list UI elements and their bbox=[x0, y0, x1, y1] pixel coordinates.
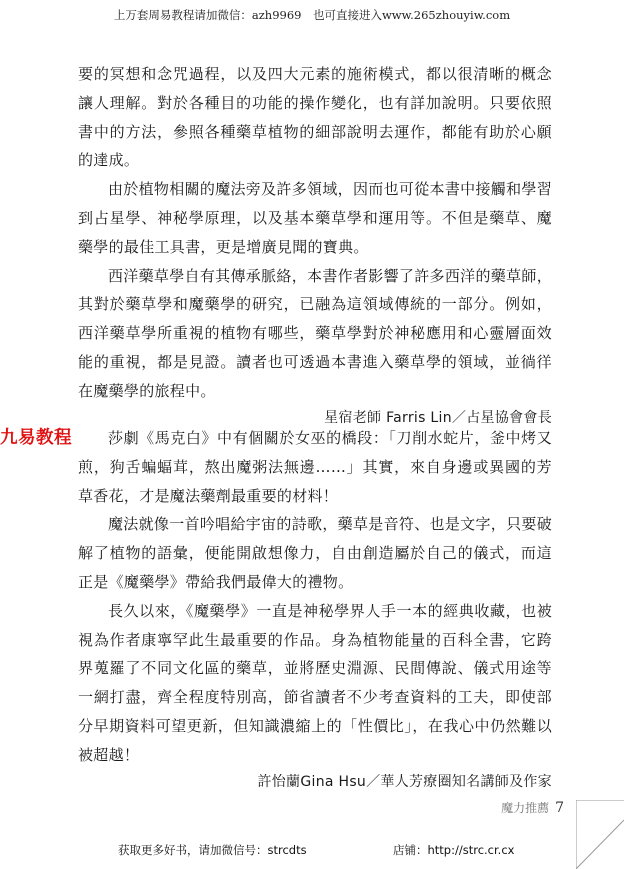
paragraph: 長久以來，《魔藥學》一直是神秘學界人手一本的經典收藏，也被視為作者康寧罕此生最重要的作品。身為植物能量的百科全書，它跨界蒐羅了不同文化區的藥草，並將歷史淵源、民間傳說、儀式用途等一網打盡，齊全程度特別高，節省讀者不少考查資料的工夫，即使部分早期資料可望更新，但知識濃縮上的「性價比」，在我心中仍然難以被超越！ bbox=[78, 601, 552, 764]
page-number: 7 bbox=[555, 800, 564, 816]
recommendation-section-2 bbox=[78, 424, 552, 794]
paragraph: 魔法就像一首吟唱給宇宙的詩歌，藥草是音符、也是文字，只要破解了植物的語彙，便能開啟想像力，自由創造屬於自己的儀式，而這正是《魔藥學》帶給我們最偉大的禮物。 bbox=[78, 515, 552, 591]
top-banner: 上万套周易教程请加微信：azh9969 也可直接进入www.265zhouyiw.com bbox=[113, 8, 511, 22]
paragraph: 由於植物相關的魔法旁及許多領域，因而也可從本書中接觸和學習到占星學、神秘學原理，以及基本藥草學和運用等。不但是藥草、魔藥學的最佳工具書，更是增廣見聞的寶典。 bbox=[78, 180, 552, 256]
contact-wechat: 获取更多好书，请加微信号：strcdts bbox=[118, 843, 307, 857]
contact-shop: 店铺：http://strc.cr.cx bbox=[393, 843, 515, 857]
paragraph: 莎劇《馬克白》中有個關於女巫的橋段：「刀削水蛇片，釜中烤又煎，狗舌蝙蝠茸，熬出魔粥法無邊……」其實，來自身邊或異國的芳草香花，才是魔法藥劑最重要的材料！ bbox=[78, 429, 552, 505]
paragraph: 西洋藥草學自有其傳承脈絡，本書作者影響了許多西洋的藥草師，其對於藥草學和魔藥學的研究，已融為這領域傳統的一部分。例如，西洋藥草學所重視的植物有哪些，藥草學對於神秘應用和心靈層面效能的重視，都是見證。讀者也可透過本書進入藥草學的領域，並徜徉在魔藥學的旅程中。 bbox=[78, 266, 552, 400]
author-signature: 許怡蘭Gina Hsu／華人芳療圈知名講師及作家 bbox=[257, 773, 552, 790]
author-signature: 星宿老師 Farris Lin／占星協會會長 bbox=[324, 409, 552, 426]
paragraph: 要的冥想和念咒過程，以及四大元素的施術模式，都以很清晰的概念讓人理解。對於各種目的功能的操作變化，也有詳加說明。只要依照書中的方法，參照各種藥草植物的細部說明去運作，都能有助於心願的達成。 bbox=[78, 65, 552, 170]
page-footer bbox=[501, 799, 564, 816]
corner-fold-decoration bbox=[576, 800, 624, 869]
watermark-logo: 九易教程 bbox=[0, 428, 72, 448]
section-name: 魔力推薦 bbox=[501, 801, 550, 815]
recommendation-section-1 bbox=[78, 60, 552, 430]
